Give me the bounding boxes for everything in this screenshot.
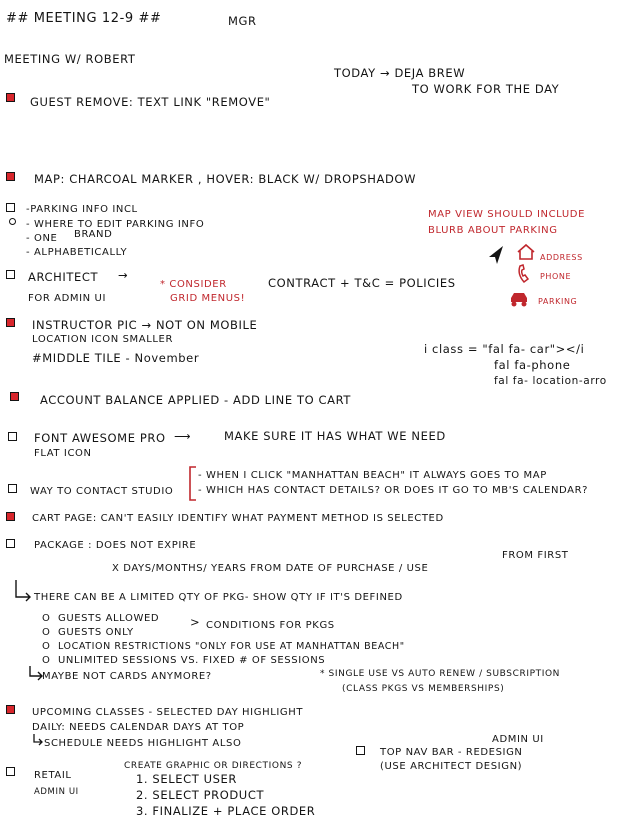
page-title: ## MEETING 12-9 ##: [6, 11, 162, 26]
note-admin-ui-right: ADMIN UI: [492, 734, 544, 745]
note-font-awesome: FONT AWESOME PRO: [34, 431, 166, 445]
address-label: ADDRESS: [540, 253, 583, 262]
note-map: MAP: CHARCOAL MARKER , HOVER: BLACK W/ DROPSHADOW: [34, 172, 417, 186]
note-from-first: FROM FIRST: [502, 550, 569, 561]
bullet-dot: O: [42, 655, 51, 666]
today-line-1: TODAY → DEJA BREW: [334, 66, 466, 80]
map-note-1: MAP VIEW SHOULD INCLUDE: [428, 209, 585, 220]
bullet-dot: O: [42, 641, 51, 652]
role-label: MGR: [228, 14, 257, 28]
iclass-line-3: fal fa- location-arro: [494, 375, 607, 387]
note-upcoming-2: DAILY: NEEDS CALENDAR DAYS AT TOP: [32, 722, 245, 733]
step-1: 1. SELECT USER: [136, 772, 237, 786]
note-contract: CONTRACT + T&C = POLICIES: [268, 276, 456, 290]
bullet-dot: O: [42, 613, 51, 624]
arrow-right-icon: ⟶: [174, 429, 192, 443]
bullet-unlimited: UNLIMITED SESSIONS VS. FIXED # OF SESSIONS: [58, 655, 326, 666]
note-account-balance: ACCOUNT BALANCE APPLIED - ADD LINE TO CART: [40, 393, 352, 407]
step-3: 3. FINALIZE + PLACE ORDER: [136, 804, 316, 818]
arrow-right-icon: →: [118, 268, 129, 282]
bullet-dot: O: [42, 627, 51, 638]
note-instructor-1: INSTRUCTOR PIC → NOT ON MOBILE: [32, 318, 258, 332]
note-days: X DAYS/MONTHS/ YEARS FROM DATE OF PURCHASE / USE: [112, 563, 429, 574]
note-conditions: CONDITIONS FOR PKGS: [206, 620, 335, 631]
note-maybe-cards: MAYBE NOT CARDS ANYMORE?: [42, 671, 212, 682]
note-guest-remove: GUEST REMOVE: TEXT LINK "REMOVE": [30, 95, 271, 109]
note-contact-studio: WAY TO CONTACT STUDIO: [30, 486, 174, 497]
note-parking-3: - ONE: [26, 233, 58, 244]
brace-icon: >: [190, 615, 201, 629]
contact-note-2: - WHICH HAS CONTACT DETAILS? OR DOES IT GO TO MB'S CALENDAR?: [198, 485, 589, 496]
iclass-line-2: fal fa-phone: [494, 358, 571, 372]
note-instructor-3: #MIDDLE TILE - November: [32, 351, 200, 365]
note-upcoming-3: SCHEDULE NEEDS HIGHLIGHT ALSO: [44, 738, 242, 749]
note-class-pkgs: (CLASS PKGS VS MEMBERSHIPS): [342, 684, 505, 694]
note-limited-qty: THERE CAN BE A LIMITED QTY OF PKG- SHOW QTY IF IT'S DEFINED: [34, 592, 403, 603]
today-line-2: TO WORK FOR THE DAY: [412, 82, 560, 96]
note-upcoming-1: UPCOMING CLASSES - SELECTED DAY HIGHLIGHT: [32, 707, 304, 718]
consider-note-1: * CONSIDER: [160, 279, 227, 290]
step-2: 2. SELECT PRODUCT: [136, 788, 265, 802]
note-admin-ui-left: ADMIN UI: [34, 787, 79, 797]
note-single-use: * SINGLE USE VS AUTO RENEW / SUBSCRIPTION: [320, 669, 560, 679]
note-architect: ARCHITECT: [28, 270, 99, 284]
note-top-nav: TOP NAV BAR - REDESIGN: [380, 747, 523, 758]
phone-label: PHONE: [540, 272, 572, 281]
parking-label: PARKING: [538, 297, 578, 306]
map-note-2: BLURB ABOUT PARKING: [428, 225, 558, 236]
note-retail: RETAIL: [34, 770, 72, 781]
note-architect-design: (USE ARCHITECT DESIGN): [380, 761, 523, 772]
note-for-admin: FOR ADMIN UI: [28, 293, 106, 304]
note-cart-page: CART PAGE: CAN'T EASILY IDENTIFY WHAT PAYMENT METHOD IS SELECTED: [32, 513, 444, 524]
iclass-line-1: i class = "fal fa- car"></i: [424, 342, 585, 356]
note-instructor-2: LOCATION ICON SMALLER: [32, 334, 174, 345]
consider-note-2: GRID MENUS!: [170, 293, 246, 304]
bullet-location: LOCATION RESTRICTIONS "ONLY FOR USE AT MANHATTAN BEACH": [58, 641, 405, 652]
note-parking-3b: BRAND: [74, 229, 113, 240]
checkbox-empty[interactable]: [356, 746, 365, 755]
bullet-guests-allowed: GUESTS ALLOWED: [58, 613, 160, 624]
bullet-guests-only: GUESTS ONLY: [58, 627, 134, 638]
note-parking-2: - WHERE TO EDIT PARKING INFO: [26, 219, 205, 230]
note-font-awesome-arrow: MAKE SURE IT HAS WHAT WE NEED: [224, 429, 446, 443]
meeting-with: MEETING W/ ROBERT: [4, 52, 136, 66]
note-parking-4: - ALPHABETICALLY: [26, 247, 128, 258]
contact-note-1: - WHEN I CLICK "MANHATTAN BEACH" IT ALWAYS GOES TO MAP: [198, 470, 547, 481]
note-parking-1: -PARKING INFO INCL: [26, 204, 138, 215]
note-flat-icon: FLAT ICON: [34, 448, 92, 459]
checkbox-empty[interactable]: [6, 767, 15, 776]
note-package: PACKAGE : DOES NOT EXPIRE: [34, 540, 197, 551]
note-create-graphic: CREATE GRAPHIC OR DIRECTIONS ?: [124, 761, 303, 771]
